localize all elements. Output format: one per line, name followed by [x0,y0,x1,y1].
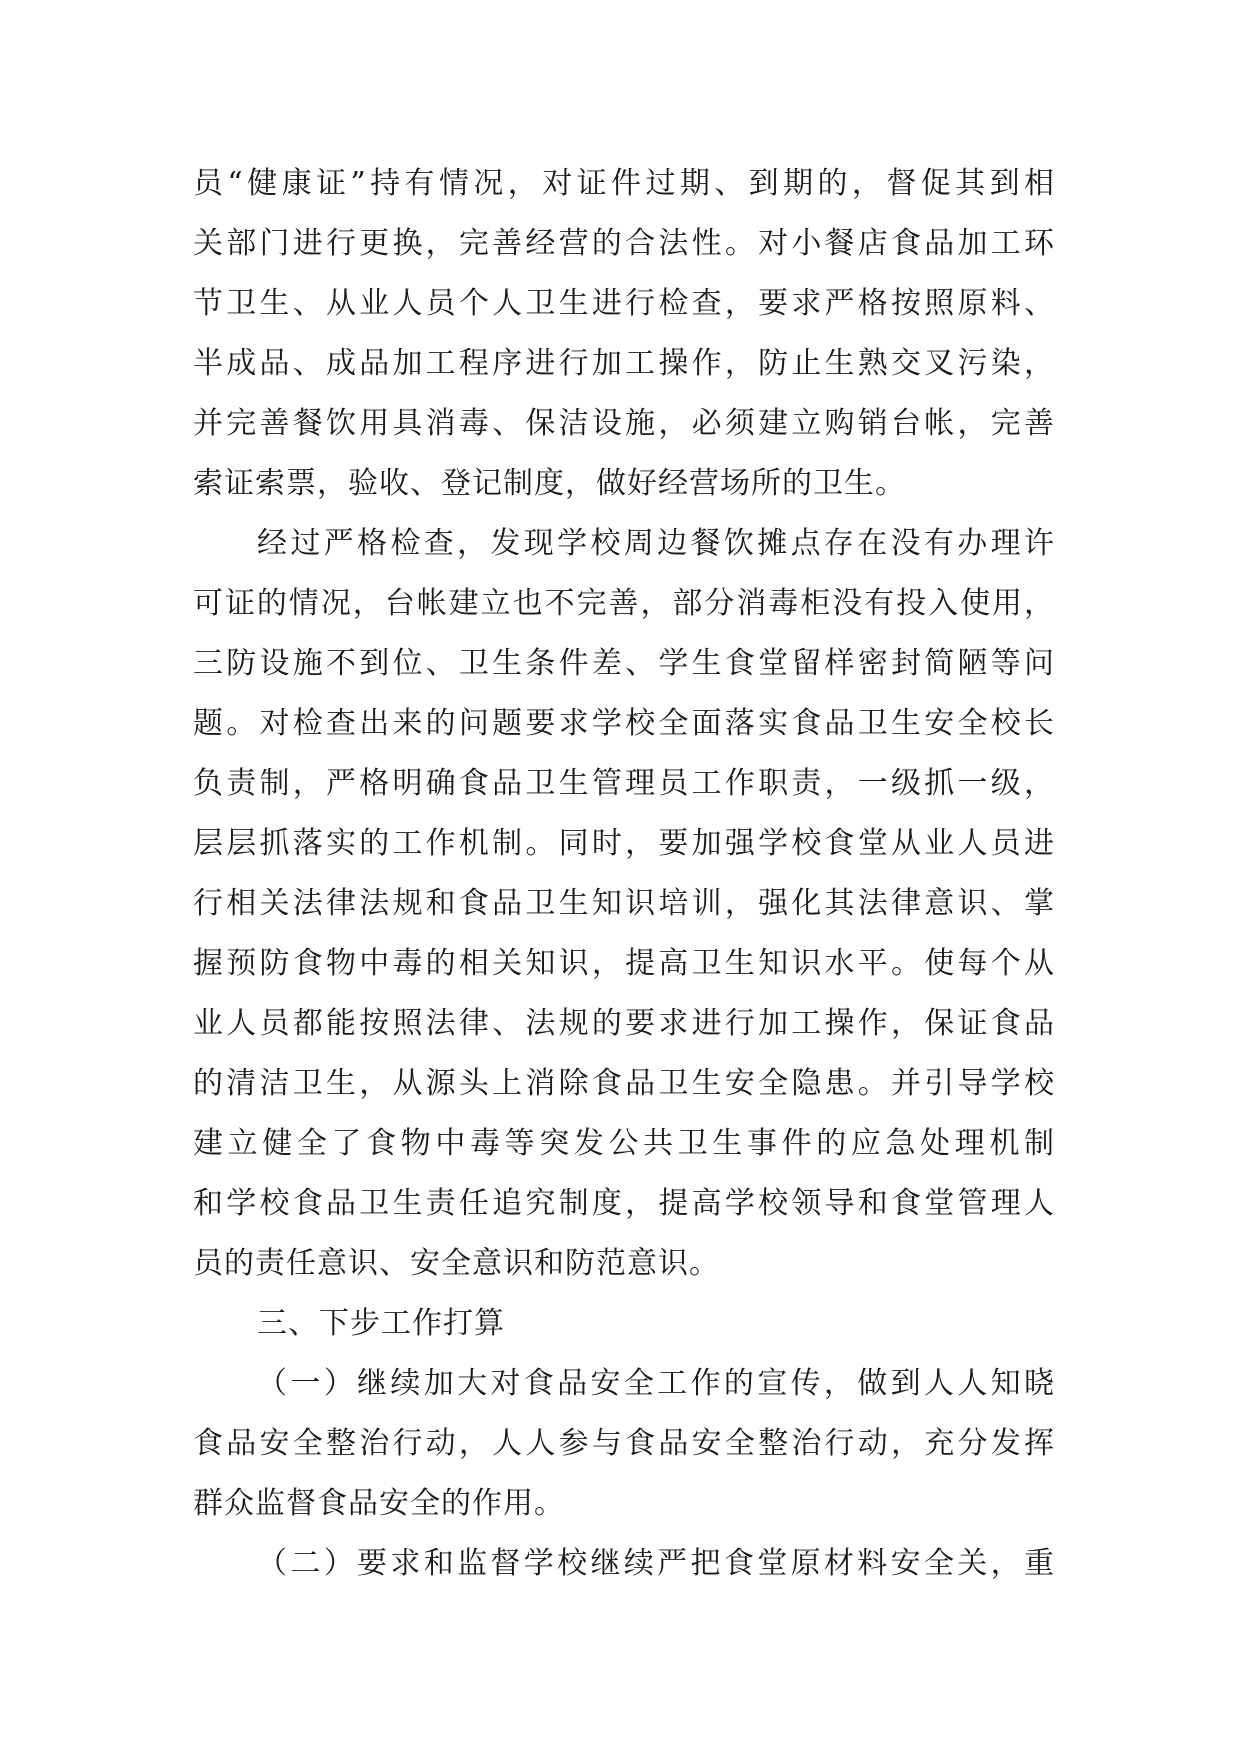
text-line: （二）要求和监督学校继续严把食堂原材料安全关，重 [257,1546,1055,1581]
text-line: 食品安全整治行动，人人参与食品安全整治行动，充分发挥 [193,1426,1055,1461]
text-line: 员“健康证”持有情况，对证件过期、到期的，督促其到相 [193,166,1055,201]
document-body [193,154,1055,1594]
text-line: 握预防食物中毒的相关知识，提高卫生知识水平。使每个从 [193,946,1055,981]
text-line: 建立健全了食物中毒等突发公共卫生事件的应急处理机制 [193,1126,1055,1161]
text-line: 三防设施不到位、卫生条件差、学生食堂留样密封简陋等问 [193,646,1055,681]
text-line: 和学校食品卫生责任追究制度，提高学校领导和食堂管理人 [193,1186,1055,1221]
text-line: 负责制，严格明确食品卫生管理员工作职责，一级抓一级， [193,766,1055,801]
text-line: 可证的情况，台帐建立也不完善，部分消毒柜没有投入使用， [193,586,1055,621]
text-line: 层层抓落实的工作机制。同时，要加强学校食堂从业人员进 [193,826,1055,861]
text-line: 关部门进行更换，完善经营的合法性。对小餐店食品加工环 [193,226,1055,261]
text-line: 节卫生、从业人员个人卫生进行检查，要求严格按照原料、 [193,286,1055,321]
text-line: 经过严格检查，发现学校周边餐饮摊点存在没有办理许 [257,526,1055,561]
text-line: 的清洁卫生，从源头上消除食品卫生安全隐患。并引导学校 [193,1066,1055,1101]
text-line: 并完善餐饮用具消毒、保洁设施，必须建立购销台帐，完善 [193,406,1055,441]
text-line: 群众监督食品安全的作用。 [193,1486,565,1521]
text-line: 三、下步工作打算 [257,1306,505,1341]
text-line: （一）继续加大对食品安全工作的宣传，做到人人知晓 [257,1366,1055,1401]
text-line: 题。对检查出来的问题要求学校全面落实食品卫生安全校长 [193,706,1055,741]
text-line: 员的责任意识、安全意识和防范意识。 [193,1246,720,1281]
text-line: 业人员都能按照法律、法规的要求进行加工操作，保证食品 [193,1006,1055,1041]
text-line: 行相关法律法规和食品卫生知识培训，强化其法律意识、掌 [193,886,1055,921]
text-line: 半成品、成品加工程序进行加工操作，防止生熟交叉污染， [193,346,1055,381]
text-line: 索证索票，验收、登记制度，做好经营场所的卫生。 [193,466,906,501]
